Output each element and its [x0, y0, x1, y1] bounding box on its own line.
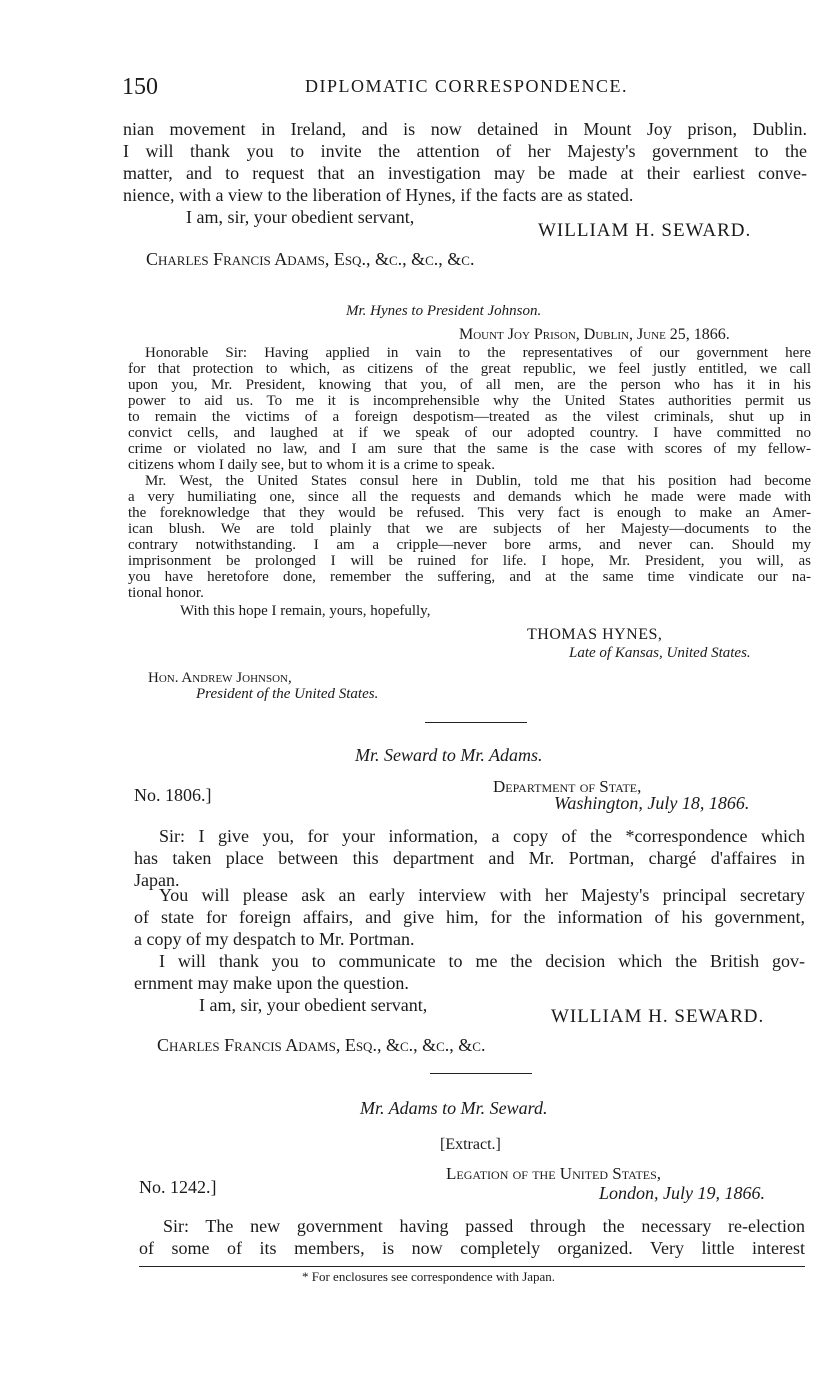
despatch-number: No. 1242.]: [139, 1177, 217, 1197]
closing: With this hope I remain, yours, hopefully,: [180, 603, 431, 619]
place-date: London, July 19, 1866.: [599, 1183, 765, 1203]
signature: WILLIAM H. SEWARD.: [551, 1006, 765, 1027]
page-number: 150: [122, 74, 158, 100]
signature: THOMAS HYNES,: [527, 626, 663, 643]
addressee-title: President of the United States.: [196, 686, 379, 702]
body-line: convict cells, and laughed at if we speak of our adopted country. I have committed no: [128, 425, 811, 441]
signature-title: Late of Kansas, United States.: [569, 645, 751, 661]
body-line: upon you, Mr. President, knowing that you, of all men, are the person who has it in his: [128, 377, 811, 393]
body-line: ican blush. We are told plainly that we are subjects of her Majesty—documents to the: [128, 521, 811, 537]
body-line: of some of its members, is now completely organized. Very little interest: [139, 1238, 805, 1258]
body-line: contrary notwithstanding. I am a cripple—never bore arms, and never can. Should my: [128, 537, 811, 553]
body-line: a very humiliating one, since all the requests and demands which he made were made with: [128, 489, 811, 505]
closing: I am, sir, your obedient servant,: [199, 995, 428, 1015]
body-line: I will thank you to invite the attention of her Majesty's government to the: [123, 141, 807, 161]
addressee: Charles Francis Adams, Esq., &c., &c., &c.: [146, 249, 475, 269]
body-line: you have heretofore done, remember the suffering, and at the same time vindicate our na-: [128, 569, 811, 585]
addressee: Hon. Andrew Johnson,: [148, 670, 292, 686]
section-divider: [430, 1073, 532, 1074]
body-line: imprisonment be prolonged I will be ruined for life. I hope, Mr. President, you will, as: [128, 553, 811, 569]
section-divider: [425, 722, 527, 723]
body-line: I will thank you to communicate to me the decision which the British gov-: [159, 951, 805, 971]
place-date: Mount Joy Prison, Dublin, June 25, 1866.: [459, 326, 730, 343]
body-line: Sir: The new government having passed through the necessary re-election: [163, 1216, 805, 1236]
body-line: the foreknowledge that they would be refused. This very fact is enough to make an Amer-: [128, 505, 811, 521]
signature: WILLIAM H. SEWARD.: [538, 220, 752, 241]
letter-heading: Mr. Seward to Mr. Adams.: [355, 745, 543, 765]
body-line: citizens whom I daily see, but to whom it is a crime to speak.: [128, 457, 496, 473]
body-line: nience, with a view to the liberation of Hynes, if the facts are as stated.: [123, 185, 634, 205]
letter-heading: Mr. Hynes to President Johnson.: [346, 303, 542, 319]
running-head: DIPLOMATIC CORRESPONDENCE.: [305, 76, 629, 96]
legation: Legation of the United States,: [446, 1164, 662, 1183]
body-line: ernment may make upon the question.: [134, 973, 409, 993]
body-line: of state for foreign affairs, and give him, for the information of his government,: [134, 907, 805, 927]
place-date: Washington, July 18, 1866.: [554, 793, 750, 813]
body-line: Mr. West, the United States consul here in Dublin, told me that his position had become: [145, 473, 811, 489]
body-line: nian movement in Ireland, and is now detained in Mount Joy prison, Dublin.: [123, 119, 807, 139]
body-line: a copy of my despatch to Mr. Portman.: [134, 929, 415, 949]
body-line: for that protection to which, as citizens of the great republic, we feel justly entitled, we call: [128, 361, 811, 377]
body-line: matter, and to request that an investigation may be made at their earliest conve-: [123, 163, 807, 183]
footnote-rule: [139, 1266, 805, 1267]
closing: I am, sir, your obedient servant,: [186, 207, 415, 227]
body-line: has taken place between this department and Mr. Portman, chargé d'affaires in: [134, 848, 805, 868]
body-line: Honorable Sir: Having applied in vain to the representatives of our government here: [145, 345, 811, 361]
body-line: You will please ask an early interview with her Majesty's principal secretary: [159, 885, 805, 905]
body-line: Japan.: [134, 870, 180, 890]
body-line: to remain the victims of a foreign despotism—treated as the vilest criminals, shut up in: [128, 409, 811, 425]
footnote: * For enclosures see correspondence with Japan.: [302, 1269, 556, 1284]
department: Department of State,: [493, 777, 642, 796]
body-line: crime or violated no law, and I am sure that the same is the case with scores of my fellow-: [128, 441, 811, 457]
addressee: Charles Francis Adams, Esq., &c., &c., &c.: [157, 1035, 486, 1055]
letter-heading: Mr. Adams to Mr. Seward.: [360, 1098, 548, 1118]
extract-label: [Extract.]: [440, 1136, 501, 1153]
body-line: Sir: I give you, for your information, a copy of the *correspondence which: [159, 826, 805, 846]
despatch-number: No. 1806.]: [134, 785, 212, 805]
body-line: tional honor.: [128, 585, 204, 601]
body-line: power to aid us. To me it is incomprehensible why the United States authorities permit us: [128, 393, 811, 409]
